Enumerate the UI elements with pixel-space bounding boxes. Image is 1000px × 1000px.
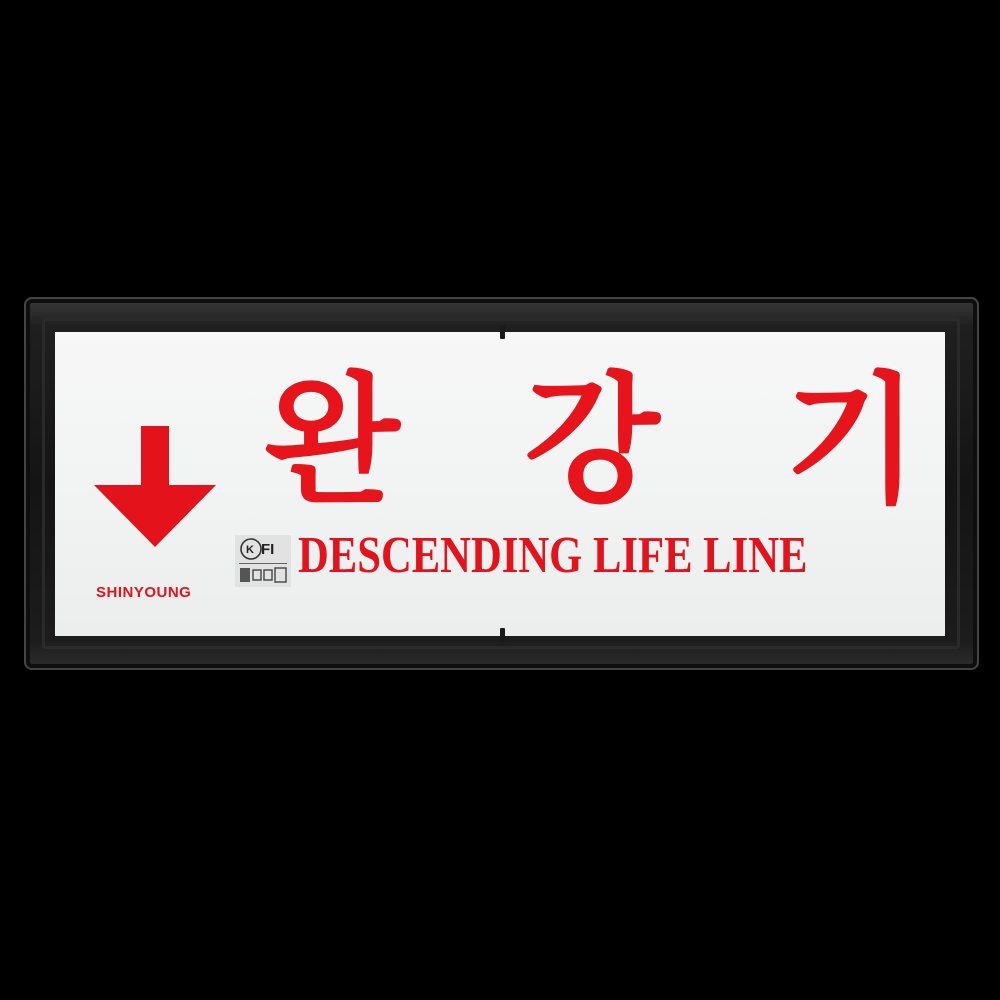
frame-clip-bottom <box>500 628 505 642</box>
korean-title <box>262 362 922 522</box>
svg-text:K: K <box>246 544 254 556</box>
korean-char-2: 강 <box>524 360 660 523</box>
kfi-certification-icon <box>235 535 291 587</box>
english-title: DESCENDING LIFE LINE <box>298 527 808 584</box>
korean-char-1: 완 <box>264 360 400 523</box>
brand-label: SHINYOUNG <box>96 584 192 601</box>
svg-text:FI: FI <box>261 541 275 558</box>
arrow-down-icon <box>94 426 216 548</box>
korean-char-3: 기 <box>784 360 920 523</box>
frame-clip-top <box>500 325 505 339</box>
